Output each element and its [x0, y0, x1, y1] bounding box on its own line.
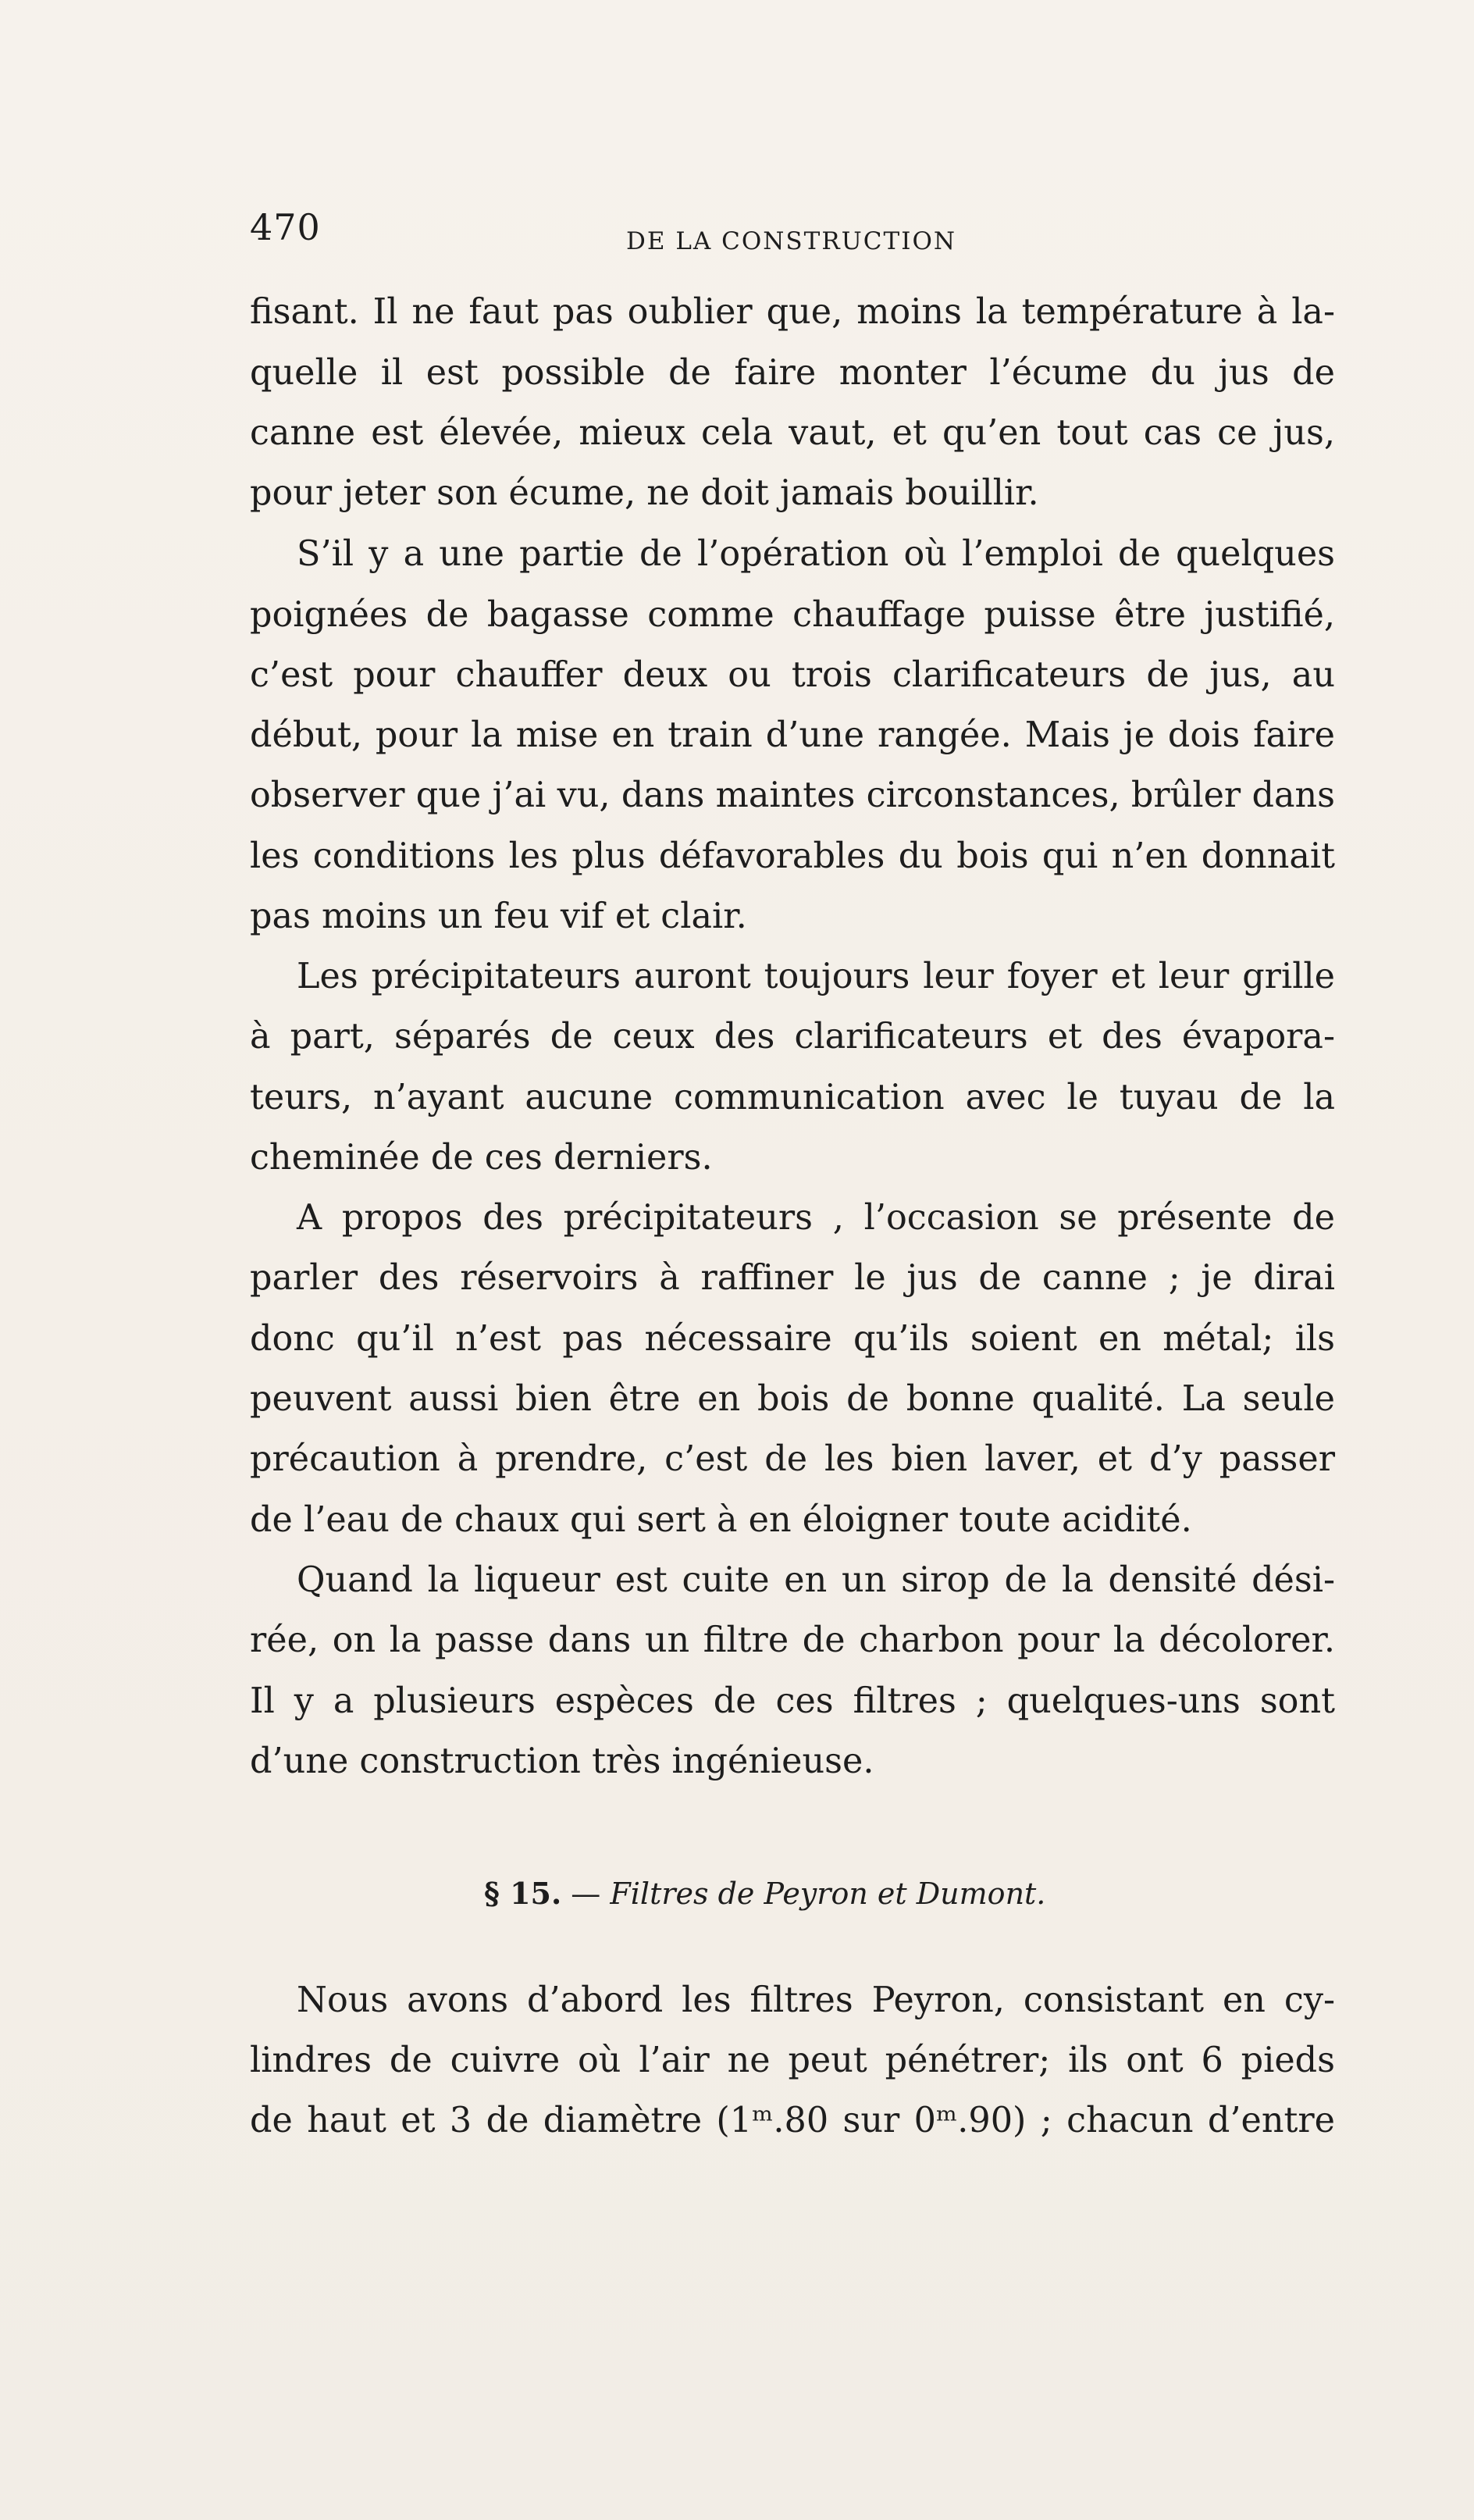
text-line: teurs, n’ayant aucune communication avec le tuyau de la [250, 1078, 1335, 1117]
text-line: les conditions les plus défavorables du bois qui n’en donnait [250, 836, 1335, 876]
running-title: DE LA CONSTRUCTION [626, 227, 956, 255]
text-line: de l’eau de chaux qui sert à en éloigner toute acidité. [250, 1500, 1192, 1540]
section-number: § 15. [484, 1876, 562, 1911]
paragraph-start-line: A propos des précipitateurs , l’occasion se présente de [297, 1198, 1335, 1238]
text-line: quelle il est possible de faire monter l’écume du jus de [250, 353, 1335, 393]
section-title: Filtres de Peyron et Dumont. [610, 1877, 1046, 1911]
text-line: précaution à prendre, c’est de les bien laver, et d’y passer [250, 1439, 1335, 1479]
text-line: observer que j’ai vu, dans maintes circonstances, brûler dans [250, 775, 1335, 815]
paragraph-start-line: Les précipitateurs auront toujours leur foyer et leur grille [297, 957, 1335, 996]
text-line: poignées de bagasse comme chauffage puisse être justifié, [250, 595, 1335, 635]
text-line: peuvent aussi bien être en bois de bonne qualité. La seule [250, 1379, 1335, 1419]
text-line: pas moins un feu vif et clair. [250, 896, 747, 936]
page-header [250, 206, 1335, 272]
section-heading [484, 1876, 1045, 1911]
page-number: 470 [250, 206, 321, 248]
paragraph-start-line: Quand la liqueur est cuite en un sirop de la densité dési- [297, 1560, 1335, 1600]
text-line: rée, on la passe dans un filtre de charbon pour la décolorer. [250, 1620, 1335, 1660]
text-line: cheminée de ces derniers. [250, 1138, 713, 1178]
text-line: lindres de cuivre où l’air ne peut pénétrer; ils ont 6 pieds [250, 2041, 1335, 2080]
text-line: de haut et 3 de diamètre (1ᵐ.80 sur 0ᵐ.90) ; chacun d’entre [250, 2101, 1335, 2140]
text-line: Il y a plusieurs espèces de ces filtres ; quelques-uns sont [250, 1681, 1335, 1721]
section-dash: — [561, 1877, 611, 1911]
text-line: canne est élevée, mieux cela vaut, et qu’en tout cas ce jus, [250, 413, 1335, 453]
text-line: donc qu’il n’est pas nécessaire qu’ils soient en métal; ils [250, 1319, 1335, 1359]
text-line: pour jeter son écume, ne doit jamais bouillir. [250, 473, 1039, 513]
paragraph-start-line: Nous avons d’abord les filtres Peyron, consistant en cy- [297, 1980, 1335, 2020]
paragraph-start-line: S’il y a une partie de l’opération où l’emploi de quelques [297, 534, 1335, 574]
text-line: début, pour la mise en train d’une rangée. Mais je dois faire [250, 715, 1335, 755]
text-line: à part, séparés de ceux des clarificateurs et des évapora- [250, 1017, 1335, 1057]
text-line: d’une construction très ingénieuse. [250, 1741, 874, 1781]
text-line: fisant. Il ne faut pas oublier que, moins la température à la- [250, 292, 1335, 332]
text-line: c’est pour chauffer deux ou trois clarificateurs de jus, au [250, 655, 1335, 695]
text-line: parler des réservoirs à raffiner le jus de canne ; je dirai [250, 1258, 1335, 1298]
